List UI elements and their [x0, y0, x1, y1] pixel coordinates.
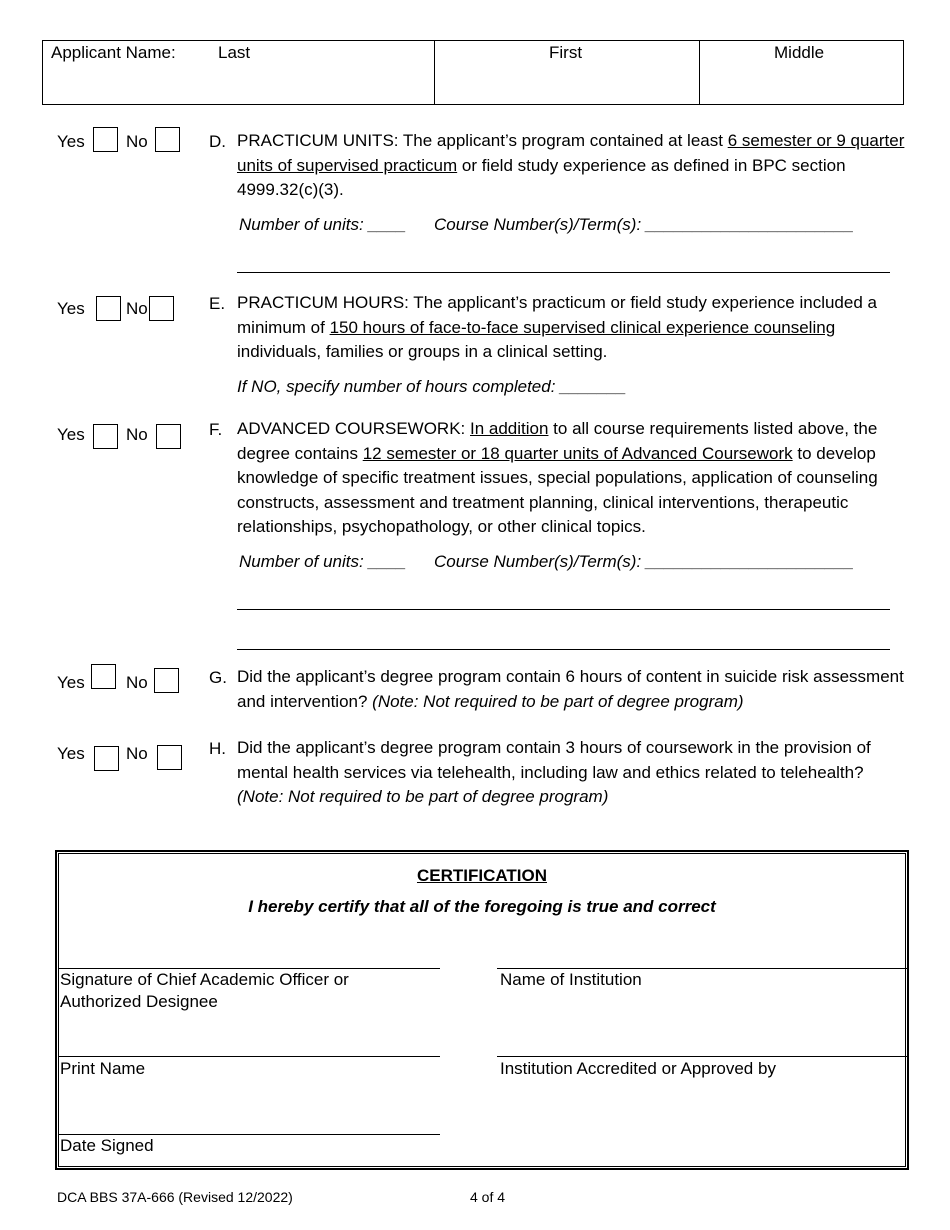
certification-statement: I hereby certify that all of the foregoing is true and correct	[248, 897, 716, 916]
d-no-label: No	[126, 132, 148, 151]
g-no-label: No	[126, 673, 148, 692]
e-no-checkbox[interactable]	[149, 296, 174, 321]
d-course-field[interactable]: Course Number(s)/Term(s): ______________________	[434, 215, 854, 234]
g-question-text: Did the applicant’s degree program contain 6 hours of content in suicide risk assessment and intervention? (Note: Not required to be part of degree program)	[237, 667, 904, 711]
accredited-label: Institution Accredited or Approved by	[500, 1059, 776, 1078]
f-no-label: No	[126, 425, 148, 444]
certification-title: CERTIFICATION	[416, 866, 547, 885]
d-question-text: PRACTICUM UNITS: The applicant’s program contained at least 6 semester or 9 quarter units of supervised practicum or field study experience as defined in BPC section 4999.32(c)(3).	[237, 131, 905, 199]
applicant-first-name-cell[interactable]	[434, 41, 699, 104]
e-hours-field[interactable]: If NO, specify number of hours completed: _______	[237, 377, 627, 396]
f-no-checkbox[interactable]	[156, 424, 181, 449]
f-question-text: ADVANCED COURSEWORK: In addition to all course requirements listed above, the degree contains 12 semester or 18 quarter units of Advanced Coursework to develop knowledge of specific treatment issues, special populations, application of counseling constructs, assessment and treatment planning, clinical interventions, therapeutic relationships, psychopathology, or other clinical topics.	[237, 419, 878, 536]
certification-box	[55, 850, 909, 1170]
first-name-label: First	[549, 43, 583, 62]
e-yes-label: Yes	[57, 299, 85, 318]
f-yes-checkbox[interactable]	[93, 424, 118, 449]
form-id: DCA BBS 37A-666 (Revised 12/2022)	[57, 1189, 293, 1205]
d-units-field[interactable]: Number of units: ____	[239, 215, 407, 234]
h-no-checkbox[interactable]	[157, 745, 182, 770]
e-no-label: No	[126, 299, 148, 318]
g-yes-checkbox[interactable]	[91, 664, 116, 689]
g-no-checkbox[interactable]	[154, 668, 179, 693]
last-name-label: Last	[218, 43, 251, 62]
d-course-line[interactable]	[237, 272, 890, 273]
f-yes-label: Yes	[57, 425, 85, 444]
f-units-field[interactable]: Number of units: ____	[239, 552, 407, 571]
applicant-middle-name-cell[interactable]	[699, 41, 903, 104]
d-no-checkbox[interactable]	[155, 127, 180, 152]
h-yes-checkbox[interactable]	[94, 746, 119, 771]
g-yes-label: Yes	[57, 673, 85, 692]
h-question-text: Did the applicant’s degree program contain 3 hours of coursework in the provision of mental health services via telehealth, including law and ethics related to telehealth? (Note: Not required to be part of degree program)	[237, 738, 871, 806]
d-yes-label: Yes	[57, 132, 85, 151]
signature-label: Signature of Chief Academic Officer or Authorized Designee	[60, 970, 349, 1011]
e-question-text: PRACTICUM HOURS: The applicant’s practicum or field study experience included a minimum of 150 hours of face-to-face supervised clinical experience counseling individuals, families or groups in a clinical setting.	[237, 293, 877, 361]
e-letter: E.	[209, 294, 226, 313]
institution-label: Name of Institution	[500, 970, 642, 989]
date-signed-label: Date Signed	[60, 1136, 154, 1155]
h-letter: H.	[209, 739, 226, 758]
h-yes-label: Yes	[57, 744, 85, 763]
e-yes-checkbox[interactable]	[96, 296, 121, 321]
d-yes-checkbox[interactable]	[93, 127, 118, 152]
print-name-label: Print Name	[60, 1059, 146, 1078]
applicant-name-label: Applicant Name:	[51, 43, 176, 62]
f-course-field[interactable]: Course Number(s)/Term(s): ______________________	[434, 552, 854, 571]
d-letter: D.	[209, 132, 226, 151]
f-letter: F.	[209, 420, 223, 439]
h-no-label: No	[126, 744, 148, 763]
middle-name-label: Middle	[774, 43, 825, 62]
applicant-last-name-cell[interactable]	[43, 41, 434, 104]
print-name-line[interactable]	[59, 1056, 440, 1057]
f-course-line-1[interactable]	[237, 609, 890, 610]
f-course-line-2[interactable]	[237, 649, 890, 650]
accredited-line[interactable]	[497, 1056, 907, 1057]
page-number: 4 of 4	[470, 1189, 506, 1205]
g-letter: G.	[209, 668, 227, 687]
certification-inner-border	[58, 853, 906, 1167]
applicant-name-table	[42, 40, 904, 105]
